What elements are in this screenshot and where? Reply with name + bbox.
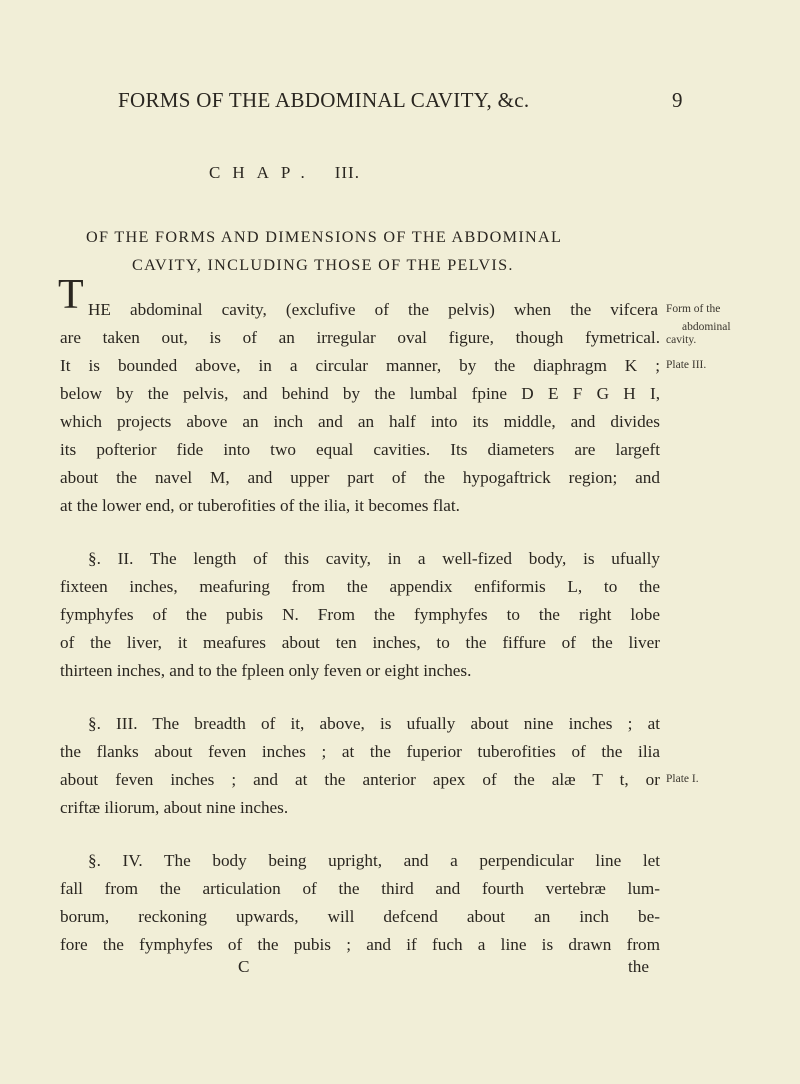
- text-line: below by the pelvis, and behind by the lumbal fpine D E F G H I,: [60, 384, 660, 403]
- margin-note-form: Form of the: [666, 303, 721, 315]
- text-line: which projects above an inch and an half into its middle, and divides: [60, 412, 660, 431]
- chapter-title-line-1: OF THE FORMS AND DIMENSIONS OF THE ABDOMINAL: [86, 228, 563, 246]
- chapter-number: III.: [334, 163, 360, 182]
- margin-note-form: abdominal: [682, 321, 731, 333]
- text-line: fore the fymphyfes of the pubis ; and if fuch a line is drawn from: [60, 935, 660, 954]
- text-line: at the lower end, or tuberofities of the ilia, it becomes flat.: [60, 496, 460, 515]
- margin-note-plate: Plate III.: [666, 359, 707, 371]
- drop-cap: T: [58, 272, 84, 318]
- text-line: borum, reckoning upwards, will defcend about an inch be-: [60, 907, 660, 926]
- text-line: about feven inches ; and at the anterior apex of the alæ T t, or: [60, 770, 660, 789]
- chapter-heading: [209, 163, 360, 183]
- chapter-label: CHAP.: [209, 163, 317, 182]
- text-line: about the navel M, and upper part of the hypogaftrick region; and: [60, 468, 660, 487]
- margin-note-form: cavity.: [666, 334, 697, 346]
- margin-note-plate: Plate I.: [666, 773, 699, 785]
- text-line: criftæ iliorum, about nine inches.: [60, 798, 289, 817]
- text-line: §. IV. The body being upright, and a perpendicular line let: [88, 851, 660, 870]
- text-line: fymphyfes of the pubis N. From the fymphyfes to the right lobe: [60, 605, 660, 624]
- text-line: It is bounded above, in a circular manner, by the diaphragm K ;: [60, 356, 660, 375]
- chapter-title-line-2: CAVITY, INCLUDING THOSE OF THE PELVIS.: [132, 256, 514, 274]
- text-line: fall from the articulation of the third and fourth vertebræ lum-: [60, 879, 660, 898]
- text-line: fixteen inches, meafuring from the appendix enfiformis L, to the: [60, 577, 660, 596]
- text-line: §. II. The length of this cavity, in a well-fized body, is ufually: [88, 549, 660, 568]
- text-line: §. III. The breadth of it, above, is ufually about nine inches ; at: [88, 714, 660, 733]
- text-line: are taken out, is of an irregular oval figure, though fymetrical.: [60, 328, 660, 347]
- signature-mark: C: [238, 957, 250, 976]
- text-line: thirteen inches, and to the fpleen only feven or eight inches.: [60, 661, 472, 680]
- text-line: HE abdominal cavity, (exclufive of the pelvis) when the vifcera: [88, 300, 658, 319]
- running-head: FORMS OF THE ABDOMINAL CAVITY, &c.: [118, 88, 530, 112]
- text-line: the flanks about feven inches ; at the fuperior tuberofities of the ilia: [60, 742, 660, 761]
- page-number: 9: [672, 88, 683, 112]
- text-line: its pofterior fide into two equal cavities. Its diameters are largeft: [60, 440, 660, 459]
- text-line: of the liver, it meafures about ten inches, to the fiffure of the liver: [60, 633, 660, 652]
- catchword: the: [628, 957, 649, 976]
